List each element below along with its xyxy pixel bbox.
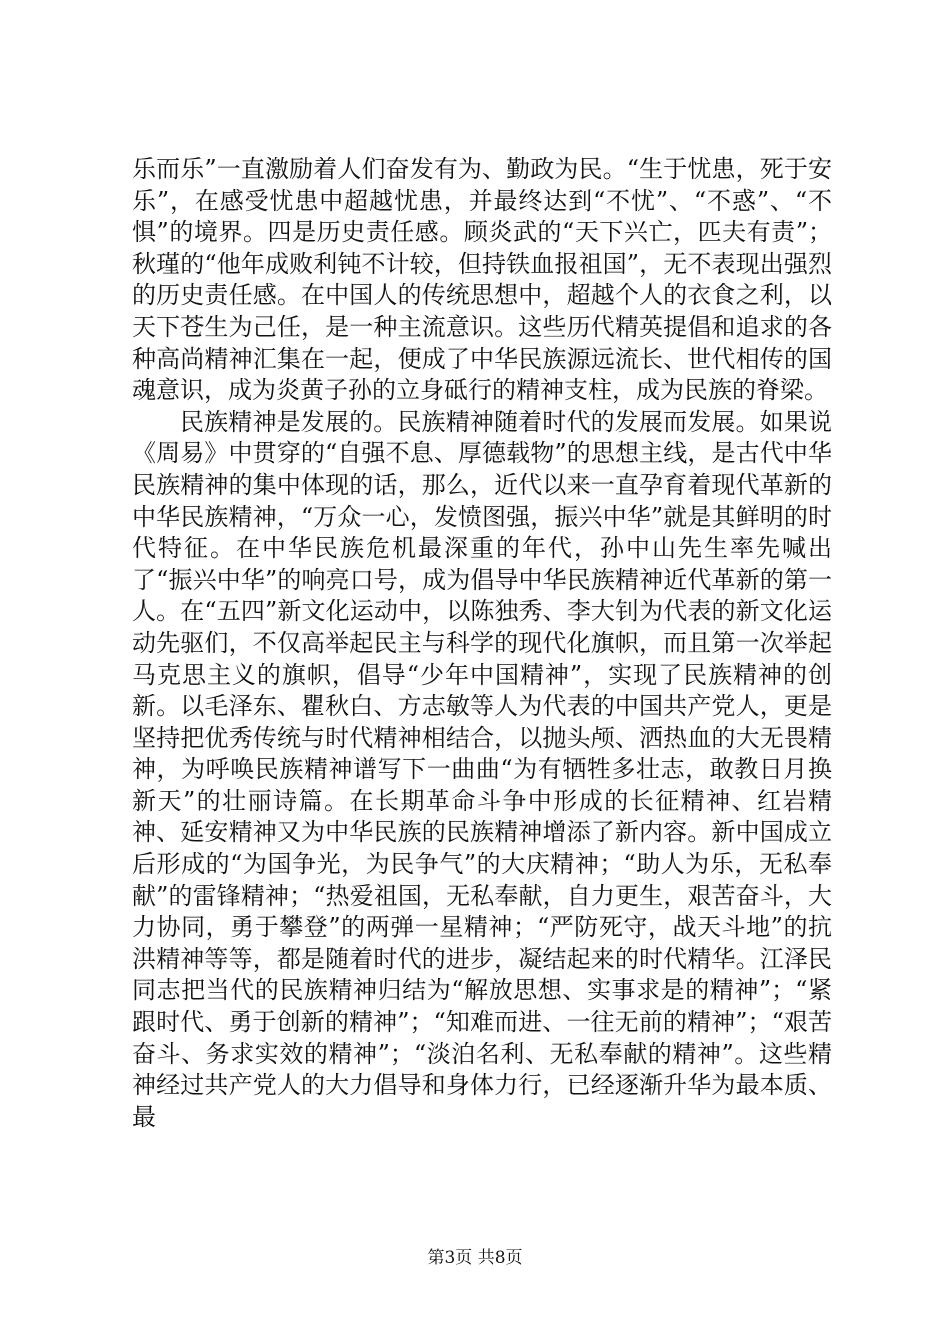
paragraph-indented: 民族精神是发展的。民族精神随着时代的发展而发展。如果说《周易》中贯穿的“自强不息、厚德载物”的思想主线，是古代中华民族精神的集中体现的话，那么，近代以来一直孕育着现代革新的中华民族精神，“万众一心，发愤图强，振兴中华”就是其鲜明的时代特征。在中华民族危机最深重的年代，孙中山先生率先喊出了“振兴中华”的响亮口号，成为倡导中华民族精神近代革新的第一人。在“五四”新文化运动中，以陈独秀、李大钊为代表的新文化运动先驱们，不仅高举起民主与科学的现代化旗帜，而且第一次举起马克思主义的旗帜，倡导“少年中国精神”，实现了民族精神的创新。以毛泽东、瞿秋白、方志敏等人为代表的中国共产党人，更是坚持把优秀传统与时代精神相结合，以抛头颅、洒热血的大无畏精神，为呼唤民族精神谱写下一曲曲“为有牺牲多壮志，敢教日月换新天”的壮丽诗篇。在长期革命斗争中形成的长征精神、红岩精神、延安精神又为中华民族的民族精神增添了新内容。新中国成立后形成的“为国争光，为民争气”的大庆精神；“助人为乐，无私奉献”的雷锋精神；“热爱祖国，无私奉献，自力更生，艰苦奋斗，大力协同，勇于攀登”的两弹一星精神；“严防死守，战天斗地”的抗洪精神等等，都是随着时代的进步，凝结起来的时代精华。江泽民同志把当代的民族精神归结为“解放思想、实事求是的精神”；“紧跟时代、勇于创新的精神”；“知难而进、一往无前的精神”；“艰苦奋斗、务求实效的精神”；“淡泊名利、无私奉献的精神”。这些精神经过共产党人的大力倡导和身体力行，已经逐渐升华为最本质、最 bbox=[132, 407, 832, 1131]
page-footer: 第3页 共8页 bbox=[427, 1248, 523, 1268]
document-body bbox=[132, 154, 832, 1133]
paragraph: 乐而乐”一直激励着人们奋发有为、勤政为民。“生于忧患，死于安乐”，在感受忧患中超越忧患，并最终达到“不忧”、“不惑”、“不惧”的境界。四是历史责任感。顾炎武的“天下兴亡，匹夫有责”；秋瑾的“他年成败利钝不计较，但持铁血报祖国”，无不表现出强烈的历史责任感。在中国人的传统思想中，超越个人的衣食之利，以天下苍生为己任，是一种主流意识。这些历代精英提倡和追求的各种高尚精神汇集在一起，便成了中华民族源远流长、世代相传的国魂意识，成为炎黄子孙的立身砥行的精神支柱，成为民族的脊梁。 bbox=[132, 155, 832, 405]
